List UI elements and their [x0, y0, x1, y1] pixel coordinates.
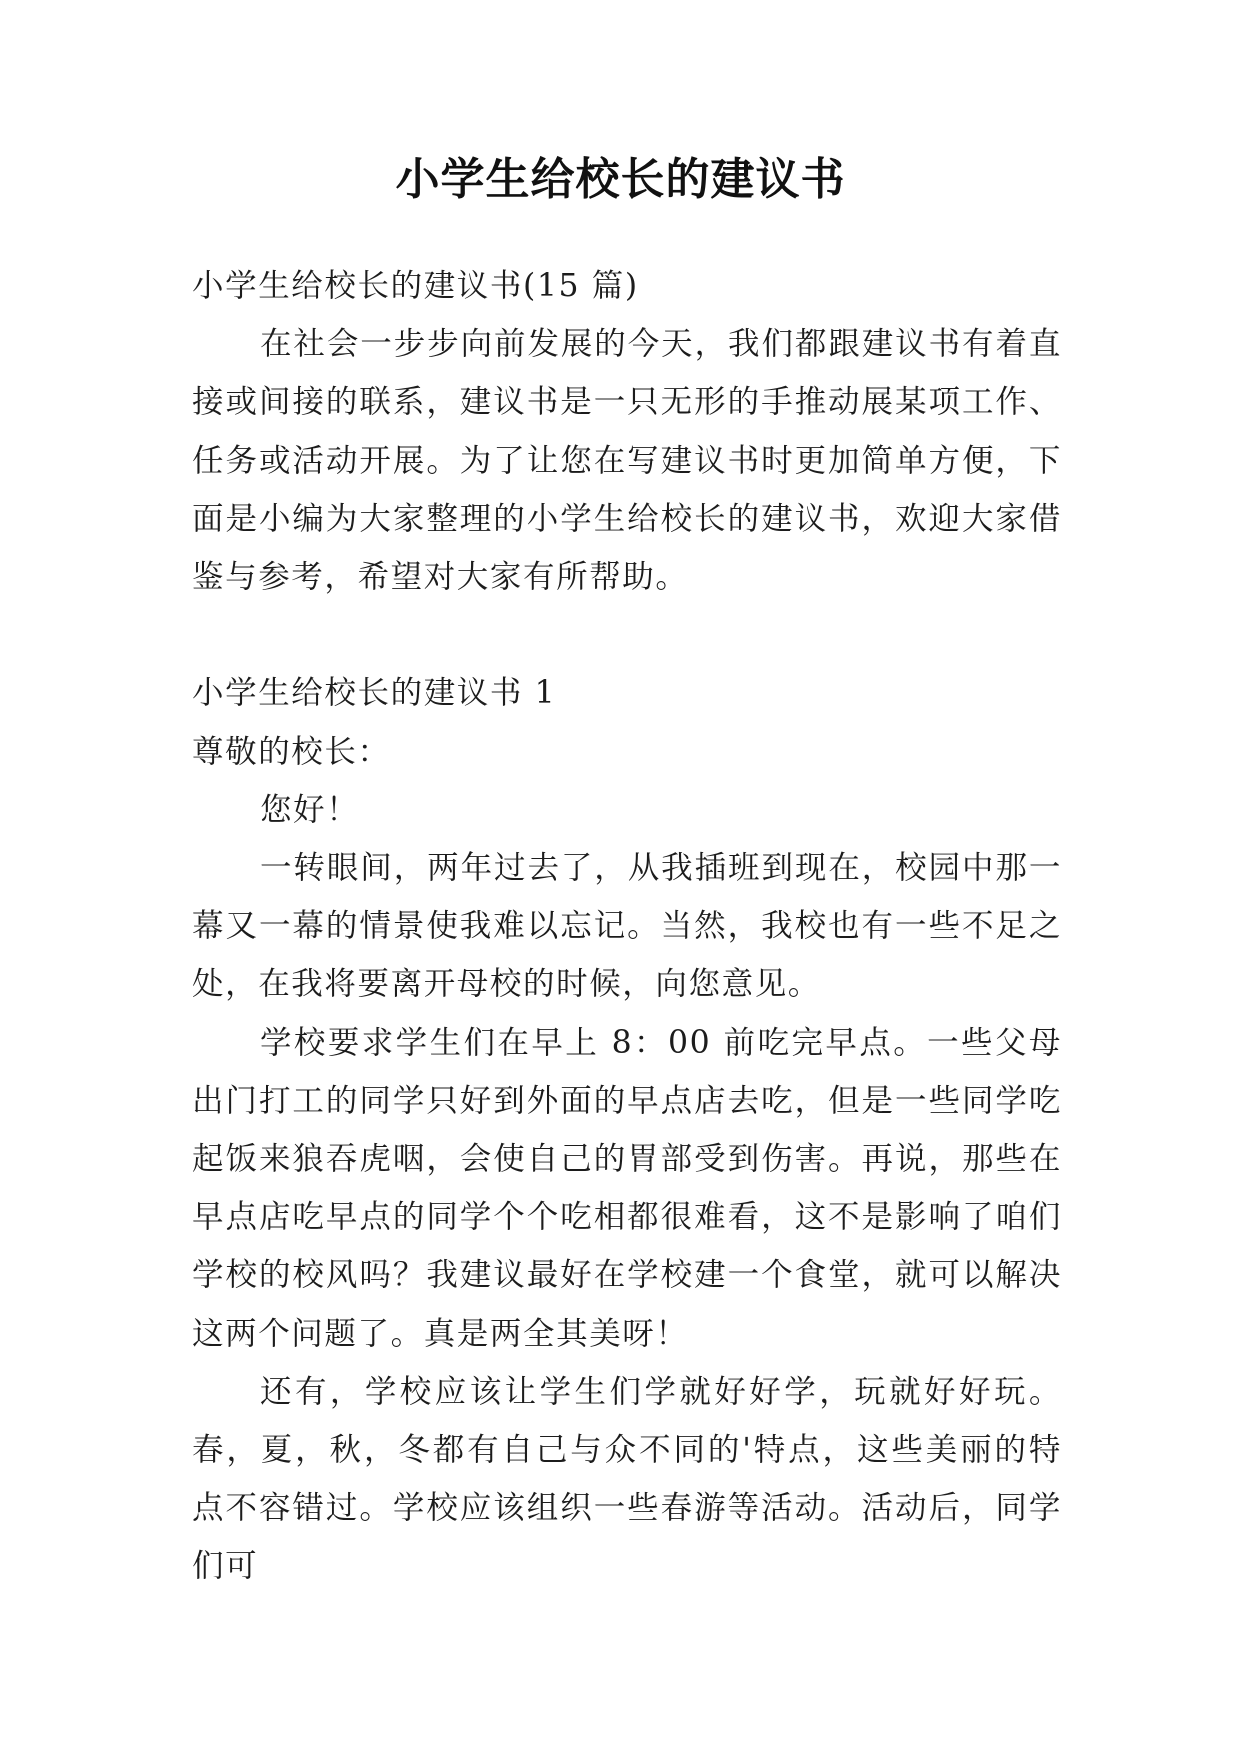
letter-salutation: 尊敬的校长：: [192, 733, 391, 770]
body-paragraph: 学校要求学生们在早上 8：00 前吃完早点。一些父母出门打工的同学只好到外面的早点店去吃，但是一些同学吃起饭来狼吞虎咽，会使自己的胃部受到伤害。再说，那些在早点店吃早点的同学个个吃相都很难看，这不是影响了咱们学校的校风吗？我建议最好在学校建一个食堂，就可以解决这两个问题了。真是两全其美呀！: [192, 1024, 1062, 1352]
section-heading: 小学生给校长的建议书 1: [192, 675, 557, 712]
intro-paragraph: 在社会一步步向前发展的今天，我们都跟建议书有着直接或间接的联系，建议书是一只无形的手推动展某项工作、任务或活动开展。为了让您在写建议书时更加简单方便，下面是小编为大家整理的小学生给校长的建议书，欢迎大家借鉴与参考，希望对大家有所帮助。: [192, 326, 1062, 596]
body-paragraph: 一转眼间，两年过去了，从我插班到现在，校园中那一幕又一幕的情景使我难以忘记。当然，我校也有一些不足之处，在我将要离开母校的时候，向您意见。: [192, 850, 1062, 1003]
section-spacer: [192, 606, 1062, 664]
body-paragraph: 还有，学校应该让学生们学就好好学，玩就好好玩。春，夏，秋，冬都有自己与众不同的'特点，这些美丽的特点不容错过。学校应该组织一些春游等活动。活动后，同学们可: [192, 1373, 1062, 1585]
document-title: 小学生给校长的建议书: [395, 154, 846, 205]
document-body: [192, 257, 1062, 1596]
letter-greeting: 您好！: [260, 791, 360, 828]
document-subtitle: 小学生给校长的建议书(15 篇): [192, 268, 639, 304]
